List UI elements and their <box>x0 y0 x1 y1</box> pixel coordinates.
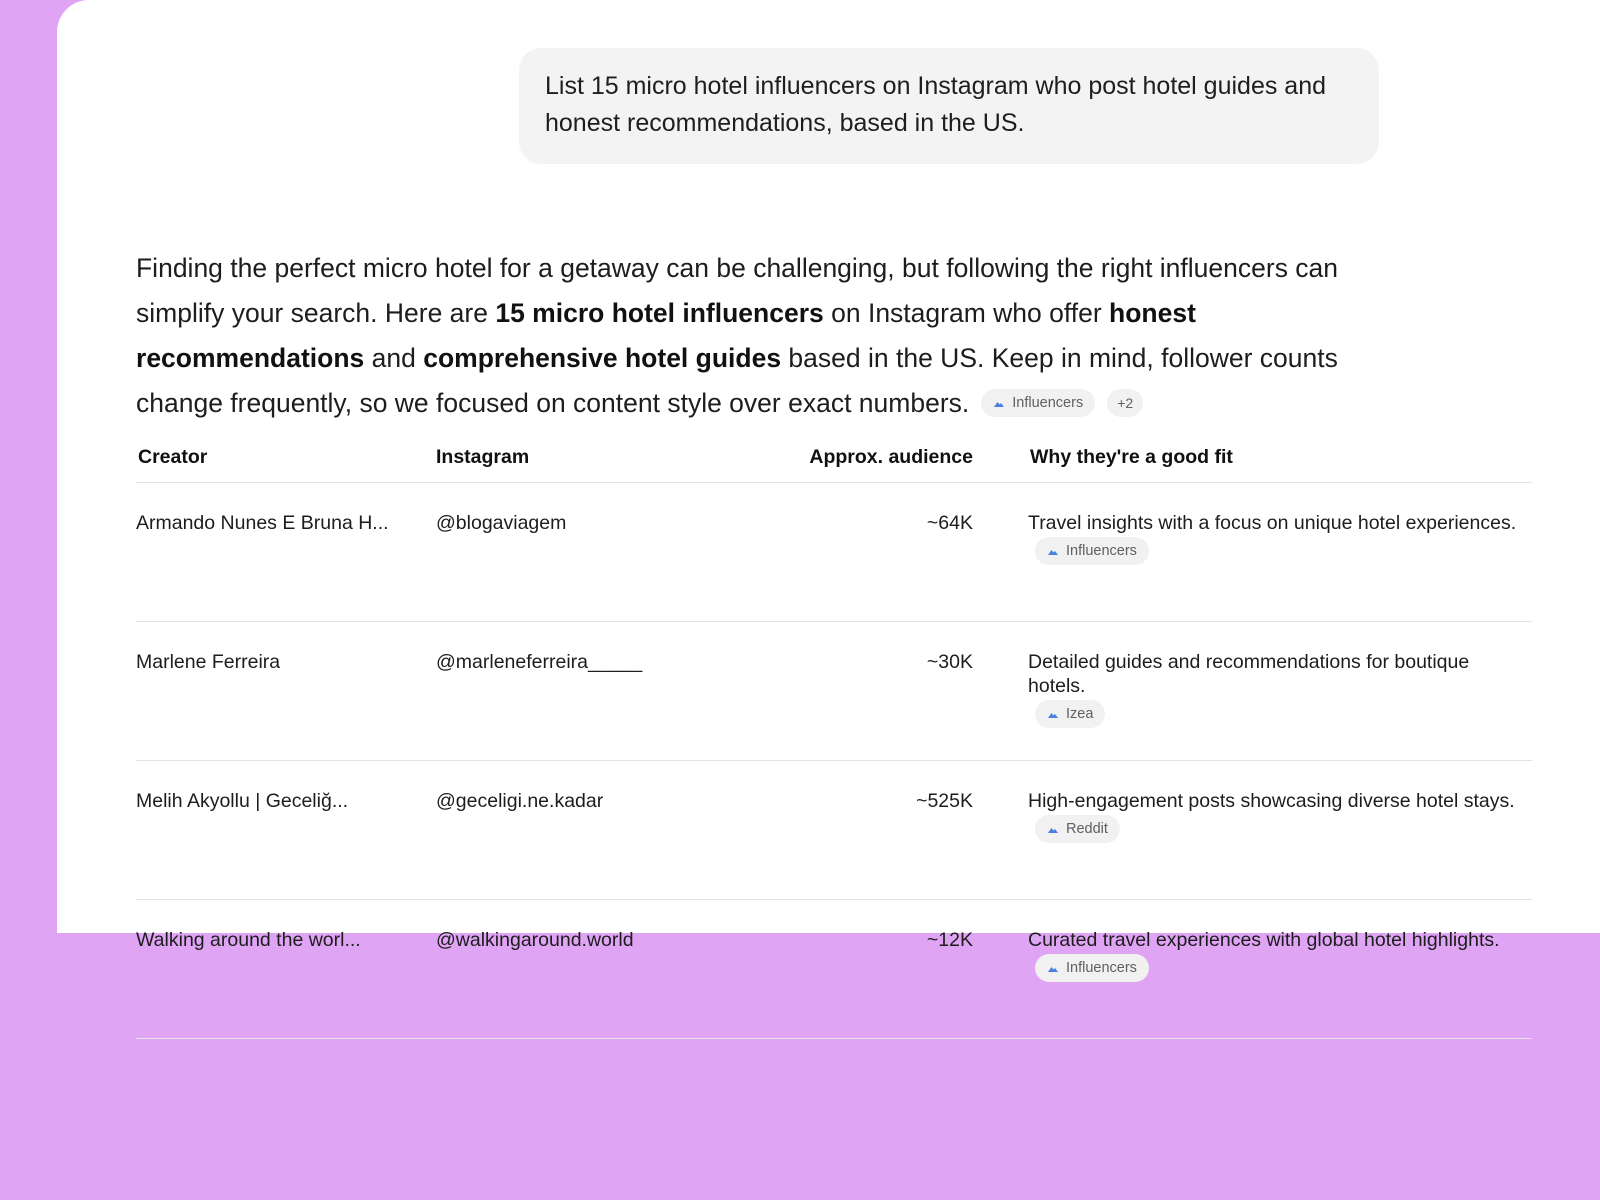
table-row <box>136 900 1532 1039</box>
fit-reason: High-engagement posts showcasing diverse hotel stays. <box>1028 790 1515 812</box>
audience-size: ~12K <box>926 929 973 951</box>
creator-name: Walking around the worl... <box>136 929 361 951</box>
user-message-bubble <box>519 48 1379 164</box>
table-row <box>136 483 1532 622</box>
source-chip-label: Izea <box>1066 706 1094 722</box>
user-message-text: List 15 micro hotel influencers on Instagram who post hotel guides and honest recommendations, based in the US. <box>545 72 1327 137</box>
instagram-handle: @walkingaround.world <box>436 929 634 951</box>
column-header-audience: Approx. audience <box>736 432 973 483</box>
instagram-handle: @blogaviagem <box>436 512 567 534</box>
source-chip[interactable] <box>1035 537 1149 565</box>
influencers-table <box>136 432 1532 1039</box>
intro-text: on Instagram who offer <box>823 298 1110 328</box>
source-chip[interactable] <box>1035 700 1105 728</box>
fit-reason: Detailed guides and recommendations for boutique hotels. <box>1028 651 1470 697</box>
table-row <box>136 622 1532 761</box>
intro-bold-text: 15 micro hotel influencers <box>495 298 824 328</box>
source-chip-label: Influencers <box>1066 960 1137 976</box>
mountain-icon <box>1047 709 1059 719</box>
source-chip[interactable] <box>1035 954 1149 982</box>
source-chip[interactable] <box>981 389 1095 417</box>
source-chip[interactable] <box>1035 815 1120 843</box>
audience-size: ~525K <box>916 790 973 812</box>
intro-bold-text: honest recommendations <box>136 298 1196 373</box>
intro-text: based in the US. Keep in mind, follower counts change frequently, so we focused on content style over exact numbers. <box>136 343 1338 418</box>
table-header-row <box>136 432 1532 483</box>
table-row <box>136 761 1532 900</box>
source-chip-label: Reddit <box>1066 821 1108 837</box>
source-chip-label: Influencers <box>1012 395 1084 411</box>
mountain-icon <box>1047 546 1059 556</box>
creator-name: Melih Akyollu | Geceliğ... <box>136 790 349 812</box>
audience-size: ~30K <box>926 651 973 673</box>
column-header-instagram: Instagram <box>436 432 736 483</box>
mountain-icon <box>1047 824 1059 834</box>
column-header-creator: Creator <box>136 432 436 483</box>
column-header-why: Why they're a good fit <box>973 432 1532 483</box>
intro-bold-text: comprehensive hotel guides <box>423 343 782 373</box>
instagram-handle: @marleneferreira_____ <box>436 651 643 673</box>
mountain-icon <box>1047 963 1059 973</box>
mountain-icon <box>993 398 1005 408</box>
creator-name: Armando Nunes E Bruna H... <box>136 512 389 534</box>
more-sources-chip[interactable]: +2 <box>1107 389 1143 417</box>
chat-panel <box>57 0 1600 976</box>
creator-name: Marlene Ferreira <box>136 651 281 673</box>
audience-size: ~64K <box>926 512 973 534</box>
instagram-handle: @geceligi.ne.kadar <box>436 790 604 812</box>
intro-text: Finding the perfect micro hotel for a getaway can be challenging, but following the right influencers can simplify your search. Here are <box>136 253 1339 328</box>
source-chip-label: Influencers <box>1066 543 1137 559</box>
fit-reason: Travel insights with a focus on unique hotel experiences. <box>1028 512 1517 534</box>
intro-text: and <box>364 343 424 373</box>
fit-reason: Curated travel experiences with global hotel highlights. <box>1028 929 1500 951</box>
assistant-intro-paragraph <box>136 246 1406 426</box>
